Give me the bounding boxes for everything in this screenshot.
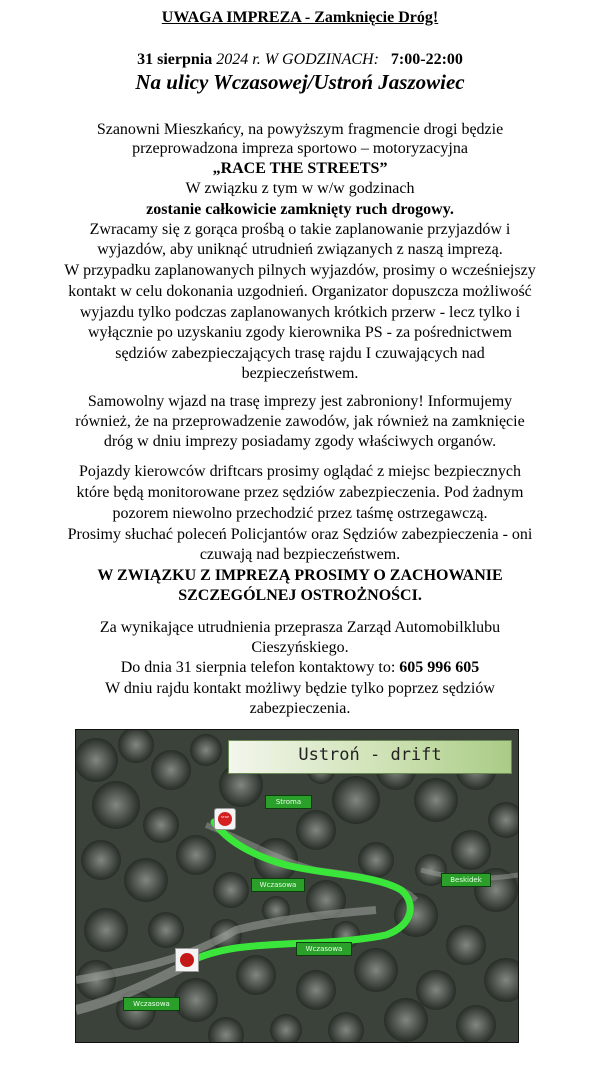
text-line: wyłącznie po uzyskaniu zgody kierownika PS - za pośrednictwem bbox=[88, 324, 512, 341]
text-line: bezpieczeństwem. bbox=[241, 365, 359, 382]
text-line: Cieszyńskiego. bbox=[251, 639, 349, 656]
text-line: dróg w dniu imprezy posiadamy zgody właściwych organów. bbox=[103, 433, 497, 450]
stop-sign-icon bbox=[214, 808, 236, 830]
street-label-wczasowa: Wczasowa bbox=[251, 878, 305, 892]
text-line: przeprowadzona impreza sportowo – motoryzacyjna bbox=[132, 140, 468, 157]
start-marker-disc bbox=[180, 953, 194, 967]
text-line: zabezpieczenia. bbox=[249, 700, 351, 717]
phone-number: 605 996 605 bbox=[399, 659, 480, 676]
text-line: sędziów zabezpieczających trasę rajdu I czuwających nad bbox=[115, 345, 485, 362]
text-line: czuwają nad bezpieczeństwem. bbox=[199, 546, 401, 563]
text-line: Prosimy słuchać poleceń Policjantów oraz Sędziów zabezpieczenia - oni bbox=[67, 526, 533, 543]
text-line: W przypadku zaplanowanych pilnych wyjazdów, prosimy o wcześniejszy bbox=[64, 262, 536, 279]
start-marker-icon bbox=[175, 948, 199, 972]
route-map bbox=[75, 729, 519, 1043]
road-closure-notice: zostanie całkowicie zamknięty ruch drogowy. bbox=[146, 201, 454, 218]
street-label-beskidek: Beskidek bbox=[441, 873, 491, 887]
hours: 7:00-22:00 bbox=[390, 51, 463, 68]
map-title-banner bbox=[228, 740, 512, 774]
notice-title: UWAGA IMPREZA - Zamknięcie Dróg! bbox=[161, 9, 439, 26]
date-year-label: 2024 r. W GODZINACH: bbox=[212, 51, 379, 68]
location-heading: Na ulicy Wczasowej/Ustroń Jaszowiec bbox=[135, 70, 465, 94]
text-line: W związku z tym w w/w godzinach bbox=[185, 180, 415, 197]
text-line: również, że na przeprowadzenie zawodów, jak również na zamknięcie bbox=[75, 413, 525, 430]
date-line bbox=[0, 51, 600, 69]
text-line: kontakt w celu dokonania uzgodnień. Organizator dopuszcza możliwość bbox=[68, 283, 532, 300]
text-line: które będą monitorowane przez sędziów zabezpieczenia. Pod żadnym bbox=[76, 484, 524, 501]
text-line: Szanowni Mieszkańcy, na powyższym fragmencie drogi będzie bbox=[96, 121, 504, 138]
date: 31 sierpnia bbox=[137, 51, 213, 68]
contact-line bbox=[0, 659, 600, 677]
map-title: Ustroń - drift bbox=[298, 745, 442, 765]
street-label-stroma: Stroma bbox=[265, 795, 312, 809]
text-line: wyjazdu tylko podczas zaplanowanych krótkich przerw - lecz tylko i bbox=[79, 304, 521, 321]
stop-label: STOP bbox=[221, 815, 229, 819]
text-line: Pojazdy kierowców driftcars prosimy oglądać z miejsc bezpiecznych bbox=[78, 463, 522, 480]
street-label-wczasowa: Wczasowa bbox=[123, 997, 180, 1011]
event-name: „RACE THE STREETS” bbox=[212, 160, 388, 177]
caution-line: W ZWIĄZKU Z IMPREZĄ PROSIMY O ZACHOWANIE bbox=[97, 567, 503, 584]
caution-line: SZCZEGÓLNEJ OSTROŻNOŚCI. bbox=[178, 587, 422, 604]
contact-label: Do dnia 31 sierpnia telefon kontaktowy to: bbox=[120, 659, 400, 676]
text-line: Zwracamy się z gorąca prośbą o takie zaplanowanie przyjazdów i bbox=[89, 221, 511, 238]
text-line: wyjazdów, aby uniknąć utrudnień związanych z naszą imprezą. bbox=[97, 241, 503, 258]
street-label-wczasowa: Wczasowa bbox=[296, 942, 352, 956]
text-line: W dniu rajdu kontakt możliwy będzie tylko poprzez sędziów bbox=[105, 680, 495, 697]
text-line: pozorem niewolno przechodzić przez taśmę ostrzegawczą. bbox=[112, 505, 488, 522]
text-line: Za wynikające utrudnienia przeprasza Zarząd Automobilklubu bbox=[99, 619, 501, 636]
text-line: Samowolny wjazd na trasę imprezy jest zabroniony! Informujemy bbox=[87, 393, 513, 410]
